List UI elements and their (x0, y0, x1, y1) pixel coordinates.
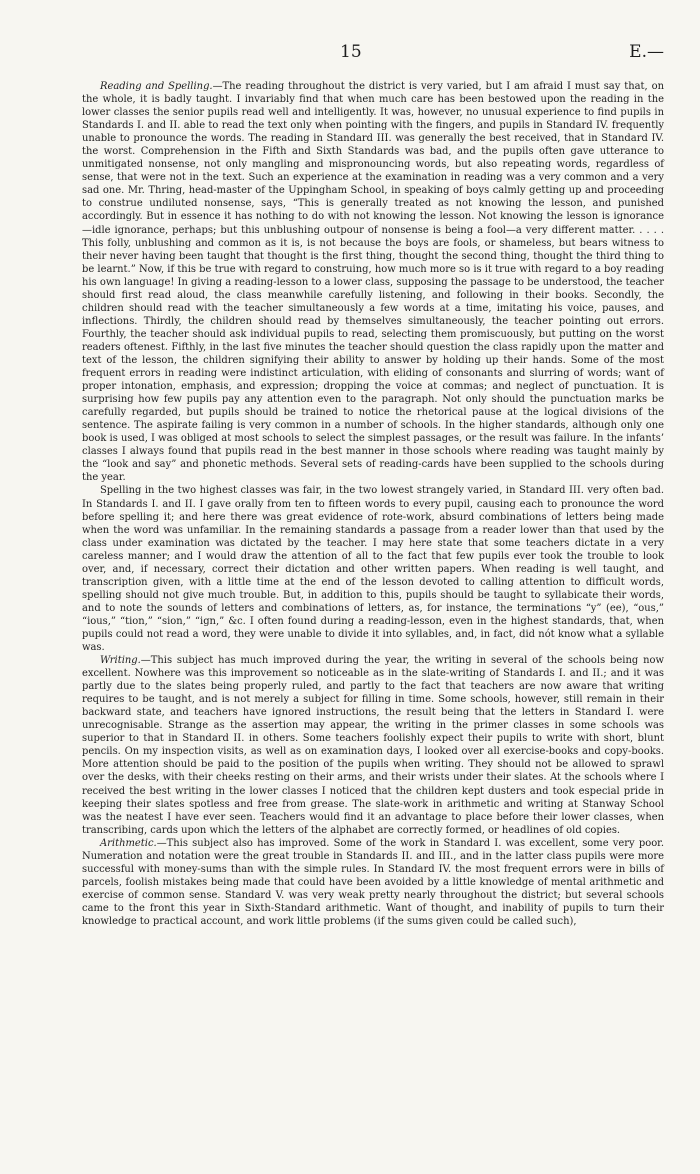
heading-reading-and-spelling: Reading and Spelling. (100, 81, 213, 92)
paragraph-text: —The reading throughout the district is very varied, but I am afraid I must say that, on the whole, it is badly taught. I invariably find that when much care has been bestowed upon the reading in the lower classes the senior pupils read well and intelligently. It was, however, no unusual experience to find pupils in Standards I. and II. able to read the text only when pointing with the fingers, and pupils in Standard IV. frequently unable to pronounce the words. The reading in Standard III. was generally the best received, that in Standard IV. the worst. Comprehension in the Fifth and Sixth Standards was bad, and the pupils often gave utterance to unmitigated nonsense, not only mangling and mispronouncing words, but also repeating words, regardless of sense, that were not in the text. Such an experience at the examination in reading was a very common and a very sad one. Mr. Thring, head-master of the Uppingham School, in speaking of boys calmly getting up and proceeding to construe undiluted nonsense, says, “This is generally treated as not knowing the lesson, and punished accordingly. But in essence it has nothing to do with not knowing the lesson. Not knowing the lesson is ignorance—idle ignorance, perhaps; but this unblushing outpour of nonsense is being a fool—a very different matter. . . . . This folly, unblushing and common as it is, is not because the boys are fools, or shameless, but bears witness to their never having been taught that thought is the first thing, thought the second thing, thought the third thing to be learnt.” Now, if this be true with regard to construing, how much more so is it true with regard to a boy reading his own language! In giving a reading-lesson to a lower class, supposing the passage to be understood, the teacher should first read aloud, the class meanwhile carefully listening, and following in their books. Secondly, the children should read with the teacher simultaneously a few words at a time, imitating his voice, pauses, and inflections. Thirdly, the children should read by themselves simultaneously, the teacher pointing out errors. Fourthly, the teacher should ask individual pupils to read, selecting them promiscuously, but putting on the worst readers oftenest. Fifthly, in the last five minutes the teacher should question the class rapidly upon the matter and text of the lesson, the children signifying their ability to answer by holding up their hands. Some of the most frequent errors in reading were indistinct articulation, with eliding of consonants and slurring of words; want of proper intonation, emphasis, and expression; dropping the voice at commas; and neglect of punctuation. It is surprising how few pupils pay any attention even to the paragraph. Not only should the punctuation marks be carefully regarded, but pupils should be trained to notice the rhetorical pause at the logical divisions of the sentence. The aspirate failing is very common in a number of schools. In the higher standards, although only one book is used, I was obliged at most schools to select the simplest passages, or the result was failure. In the infants’ classes I always found that pupils read in the best manner in those schools where reading was taught mainly by the “look and say” and phonetic methods. Several sets of reading-cards have been supplied to the schools during the year. (82, 81, 664, 484)
paragraph-spelling (82, 484, 664, 654)
paragraph-reading-and-spelling (82, 80, 664, 484)
body-text (82, 80, 664, 928)
paragraph-text: Spelling in the two highest classes was fair, in the two lowest strangely varied, in Standard III. very often bad. In Standards I. and II. I gave orally from ten to fifteen words to every pupil, causing each to pronounce the word before spelling it; and here there was great evidence of rote-work, absurd combinations of letters being made when the word was unfamiliar. In the remaining standards a passage from a reader lower than that used by the class under examination was dictated by the teacher. I may here state that some teachers dictate in a very careless manner; and I would draw the attention of all to the fact that few pupils ever took the trouble to look over, and, if necessary, correct their dictation and other written papers. When reading is well taught, and transcription given, with a little time at the end of the lesson devoted to calling attention to difficult words, spelling should not give much trouble. But, in addition to this, pupils should be taught to syllabicate their words, and to note the sounds of letters and combinations of letters, as, for instance, the terminations “y” (ee), “ous,” “ious,” “tion,” “sion,” “ign,” &c. I often found during a reading-lesson, even in the highest standards, that, when pupils could not read a word, they were unable to divide it into syllables, and, in fact, did nót know what a syllable was. (82, 485, 664, 654)
paragraph-arithmetic (82, 837, 664, 928)
paragraph-text: —This subject has much improved during the year, the writing in several of the schools being now excellent. Nowhere was this improvement so noticeable as in the slate-writing of Standards I. and II.; and it was partly due to the slates being properly ruled, and partly to the fact that teachers are now aware that writing requires to be taught, and is not merely a subject for filling in time. Some schools, however, still remain in their backward state, and teachers have ignored instructions, the result being that the letters in Standard I. were unrecognisable. Strange as the assertion may appear, the writing in the primer classes in some schools was superior to that in Standard II. in others. Some teachers foolishly expect their pupils to write with short, blunt pencils. On my inspection visits, as well as on examination days, I looked over all exercise-books and copy-books. More attention should be paid to the position of the pupils when writing. They should not be allowed to sprawl over the desks, with their cheeks resting on their arms, and their wrists under their slates. At the schools where I received the best writing in the lower classes I noticed that the children kept dusters and took especial pride in keeping their slates spotless and free from grease. The slate-work in arithmetic and writing at Stanway School was the neatest I have ever seen. Teachers would find it an advantage to place before their lower classes, when transcribing, cards upon which the letters of the alphabet are correctly formed, or headlines of old copies. (82, 655, 664, 836)
section-mark: E.— (629, 42, 664, 62)
heading-arithmetic: Arithmetic. (100, 837, 157, 849)
page-header (82, 42, 664, 70)
page-number: 15 (340, 42, 362, 62)
heading-writing: Writing. (100, 655, 141, 667)
paragraph-text: —This subject also has improved. Some of the work in Standard I. was excellent, some very poor. Numeration and notation were the great trouble in Standards II. and III., and in the latter class pupils were more successful with money-sums than with the simple rules. In Standard IV. the most frequent errors were in bills of parcels, foolish mistakes being made that could have been avoided by a little knowledge of mental arithmetic and exercise of common sense. Standard V. was very weak pretty nearly throughout the district; but several schools came to the front this year in Sixth-Standard arithmetic. Want of thought, and inability of pupils to turn their knowledge to practical account, and work little problems (if the sums given could be called such), (82, 837, 664, 927)
paragraph-writing (82, 654, 664, 837)
